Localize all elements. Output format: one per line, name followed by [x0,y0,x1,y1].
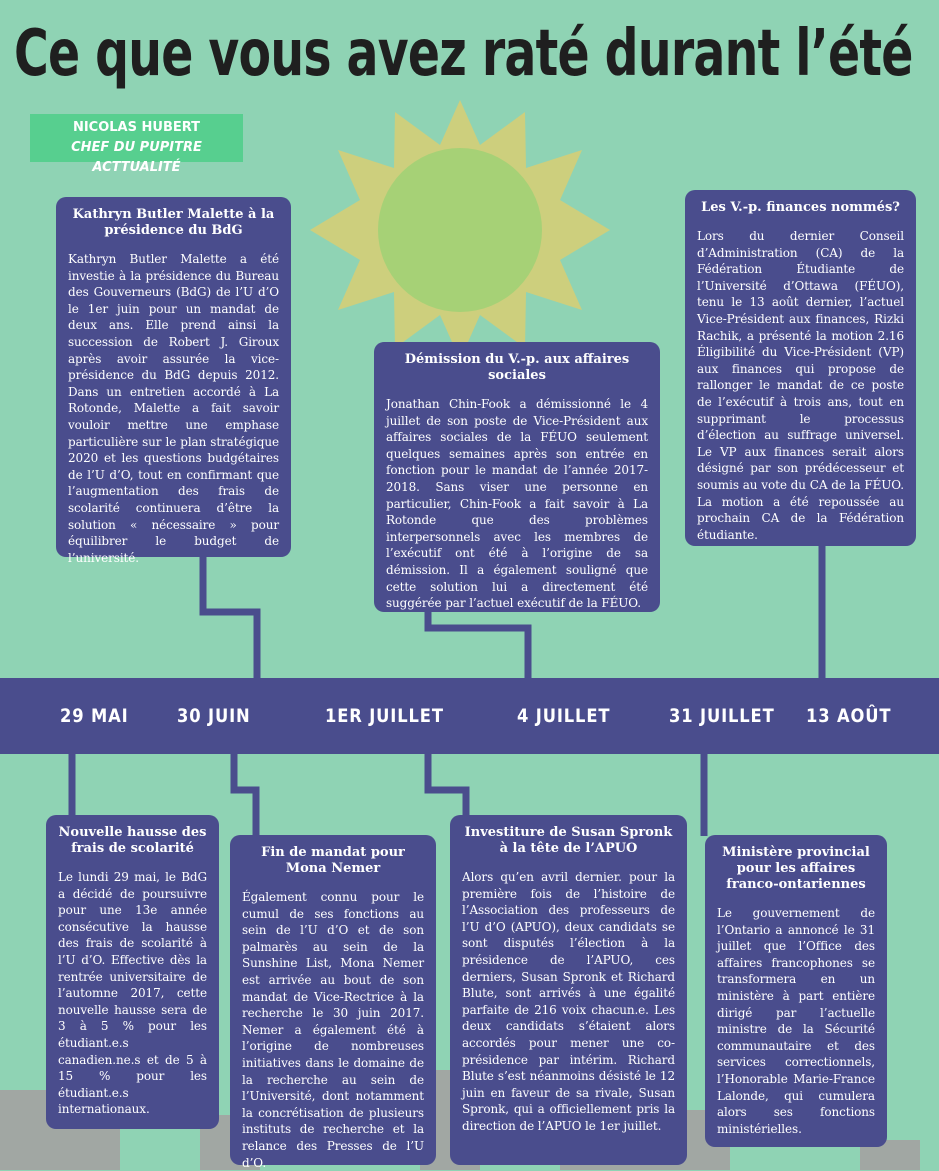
connector-demission [428,610,528,680]
date-29-mai: 29 MAI [60,705,129,727]
event-title: Les V.-p. finances nommés? [701,200,900,215]
event-body: Alors qu’en avril dernier. pour la première fois de l’histoire de l’Association des professeurs de l’U d’O (APUO), deux candidats se sont disputés l’élection à la présidence de l’APUO, ces derniers, Susan Spronk et Richard Blute, sont arrivés à une égalité parfaite de 216 voix chacun.e. Les deux candidats s’étaient alors accordés pour mener une co-présidence par intérim. Richard Blute s’est néanmoins désisté le 12 juin en faveur de sa rivale, Susan Spronk, qui a officiellement pris la direction de l’APUO le 1er juillet. [462,870,675,1133]
connector-nemer [234,752,256,836]
date-31-juillet: 31 JUILLET [669,705,775,727]
event-card-spronk [450,815,687,1165]
event-body: Le gouvernement de l’Ontario a annoncé le 31 juillet que l’Office des affaires francophones se transformera en un ministère à part entière dirigé par l’actuelle ministre de la Sécurité communautaire et des services correctionnels, l’Honorable Marie-France Lalonde, qui cumulera alors ses fonctions ministérielles. [717,906,875,1136]
event-title: Ministère provincial pour les affaires franco-ontariennes [722,845,870,892]
event-card-hausse [46,815,219,1129]
event-title: Investiture de Susan Spronk à la tête de l’APUO [464,825,673,856]
event-title: Kathryn Butler Malette à la présidence du BdG [72,207,275,238]
date-13-aout: 13 AOÛT [806,705,892,727]
event-card-butler [56,197,291,565]
page-title: Ce que vous avez raté durant l’été [14,17,913,91]
event-body: Également connu pour le cumul de ses fonctions au sein de l’U d’O et de son palmarès au sein de la Sunshine List, Mona Nemer est arrivée au bout de son mandat de Vice-Rectrice à la recherche le 30 juin 2017. Nemer a également été à l’origine de nombreuses initiatives dans le domaine de la recherche au sein de l’Université, dont notamment la concrétisation de plusieurs instituts de recherche et la relance des Presses de l’U d’O. [242,890,424,1170]
connector-butler [203,555,257,680]
event-title: Nouvelle hausse des frais de scolarité [58,825,207,856]
event-card-demission [374,342,660,612]
event-title: Fin de mandat pour Mona Nemer [261,845,405,876]
event-card-ministere [705,835,887,1147]
date-1er-juillet: 1ER JUILLET [325,705,444,727]
event-card-nemer [230,835,436,1170]
timeline-bar [0,678,939,754]
connector-spronk [428,752,466,818]
event-body: Jonathan Chin-Fook a démissionné le 4 juillet de son poste de Vice-Président aux affaires sociales de la FÉUO seulement quelques semaines après son entrée en fonction pour le mandat de l’année 2017-2018. Sans viser une personne en particulier, Chin-Fook a fait savoir à La Rotonde que des problèmes interpersonnels avec les membres de l’exécutif ont été à l’origine de sa démission. Il a également souligné que cette solution lui a directement été suggérée par l’actuel exécutif de la FÉUO. [386,397,648,611]
author-name: NICOLAS HUBERT [72,120,201,135]
event-body: Lors du dernier Conseil d’Administration (CA) de la Fédération Étudiante de l’Université d’Ottawa (FÉUO), tenu le 13 août dernier, l’actuel Vice-Président aux finances, Rizki Rachik, a présenté la motion 2.16 Éligibilité du Vice-Président (VP) aux finances qui propose de rallonger le mandat de ce poste de l’exécutif à trois ans, tout en supprimant le processus d’élection au suffrage universel. Le VP aux finances serait alors désigné par son prédécesseur et soumis au vote du CA de la FÉUO. La motion a été repoussée au prochain CA de la Fédération étudiante. [697,229,904,542]
event-body: Kathryn Butler Malette a été investie à la présidence du Bureau des Gouverneurs (BdG) de l’U d’O le 1er juin pour un mandat de deux ans. Elle prend ainsi la succession de Robert J. Giroux après avoir assurée la vice-présidence du BdG depuis 2012. Dans un entretien accordé à La Rotonde, Malette a fait savoir vouloir mettre une emphase particulière sur le plan stratégique 2020 et les questions budgétaires de l’U d’O, tout en confirmant que l’augmentation des frais de scolarité continuera d’être la solution « nécessaire » pour équilibrer le budget de l’université. [68,252,279,565]
date-4-juillet: 4 JUILLET [517,705,611,727]
event-title: Démission du V.-p. aux affaires sociales [404,352,630,383]
event-card-finances [685,190,916,546]
author-role: CHEF DU PUPITRE ACTTUALITÉ [71,140,202,175]
event-body: Le lundi 29 mai, le BdG a décidé de poursuivre pour une 13e année consécutive la hausse des frais de scolarité à l’U d’O. Effective dès la rentrée universitaire de l’automne 2017, cette nouvelle hausse sera de 3 à 5 % pour les étudiant.e.s canadien.ne.s et de 5 à 15 % pour les étudiant.e.s internationaux. [58,870,207,1117]
date-30-juin: 30 JUIN [177,705,251,727]
